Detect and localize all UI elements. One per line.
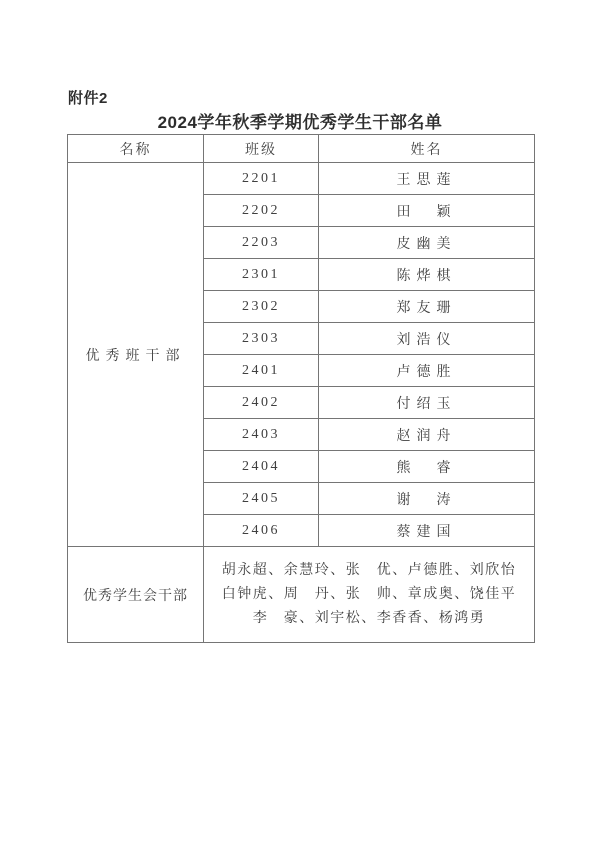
header-cell-category: 名称	[68, 135, 204, 163]
table-header-row	[68, 135, 535, 163]
names-line: 白钟虎、周 丹、张 帅、章成奥、饶佳平	[221, 586, 517, 602]
class-cell: 2401	[204, 355, 319, 387]
names-line: 胡永超、余慧玲、张 优、卢德胜、刘欣怡	[221, 562, 517, 578]
name-cell: 赵润舟	[319, 419, 535, 451]
header-cell-name: 姓名	[319, 135, 535, 163]
name-cell: 卢德胜	[319, 355, 535, 387]
name-cell: 熊 睿	[319, 451, 535, 483]
table-row	[68, 547, 535, 643]
name-cell: 皮幽美	[319, 227, 535, 259]
name-cell: 谢 涛	[319, 483, 535, 515]
class-cell: 2301	[204, 259, 319, 291]
table-row	[68, 163, 535, 195]
class-cell: 2405	[204, 483, 319, 515]
attachment-label: 附件2	[68, 90, 108, 107]
group-label-union-cadres: 优秀学生会干部	[68, 547, 204, 643]
name-cell: 刘浩仪	[319, 323, 535, 355]
names-line: 李 豪、刘宇松、李香香、杨鸿勇	[252, 610, 486, 626]
class-cell: 2202	[204, 195, 319, 227]
class-cell: 2404	[204, 451, 319, 483]
page-title: 2024学年秋季学期优秀学生干部名单	[157, 113, 443, 132]
name-cell: 付绍玉	[319, 387, 535, 419]
name-cell: 田 颖	[319, 195, 535, 227]
class-cell: 2302	[204, 291, 319, 323]
name-cell: 蔡建国	[319, 515, 535, 547]
roster-table	[67, 134, 535, 643]
class-cell: 2406	[204, 515, 319, 547]
name-cell: 王思莲	[319, 163, 535, 195]
group-label-class-cadres: 优秀班干部	[68, 163, 204, 547]
header-cell-class: 班级	[204, 135, 319, 163]
class-cell: 2303	[204, 323, 319, 355]
union-names-cell	[204, 547, 535, 643]
class-cell: 2201	[204, 163, 319, 195]
name-cell: 陈烨棋	[319, 259, 535, 291]
class-cell: 2203	[204, 227, 319, 259]
class-cell: 2403	[204, 419, 319, 451]
name-cell: 郑友珊	[319, 291, 535, 323]
class-cell: 2402	[204, 387, 319, 419]
